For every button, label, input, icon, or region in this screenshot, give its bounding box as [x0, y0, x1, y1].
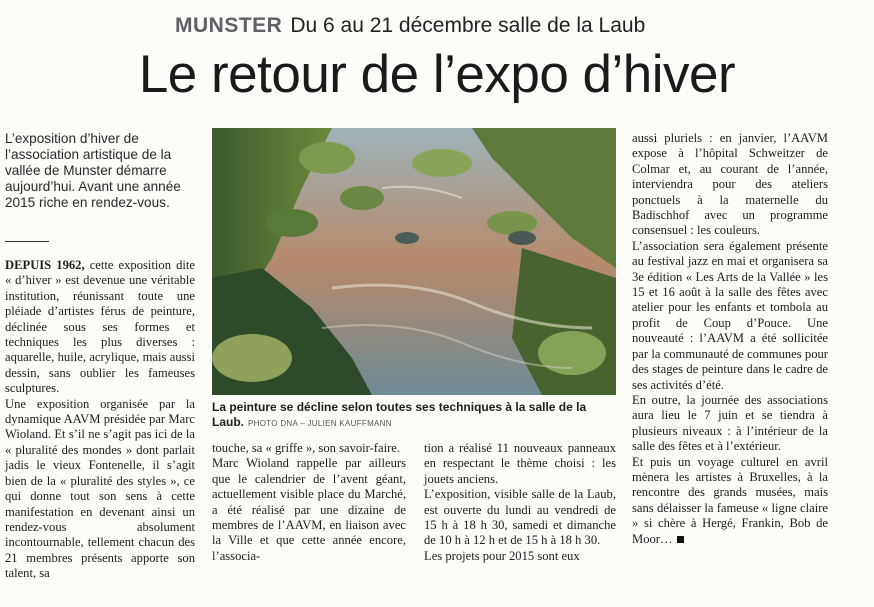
column-4-paragraph-2: L’association sera également présente au festival jazz en mai et organisera sa 3e édition « Les Arts de la Vallée » les 15 et 16 août à la salle des fêtes avec atelier pour les enfants et tombola au profit de Coup d’Pouce. Une nouveauté : l’AAVM a été sollicitée par la communauté de communes pour des stages de peinture dans le cadre de ses activités d’été.: [632, 238, 828, 392]
column-4-paragraph-1: aussi pluriels : en janvier, l’AAVM expose à l’hôpital Schweitzer de Colmar et, au courant de l’année, interviendra pour des ateliers ponctuels à la maternelle du Badischhof avec un programme consensuel : les couleurs.: [632, 131, 828, 238]
article-column-4: [632, 131, 828, 547]
watercolor-painting-photo: [212, 128, 616, 395]
column-3-paragraph-3: Les projets pour 2015 sont eux: [424, 548, 580, 563]
column-4-paragraph-4: [632, 455, 828, 547]
kicker-city: MUNSTER: [175, 14, 283, 37]
column-4-text-4: Et puis un voyage culturel en avril mènera les artistes à Bruxelles, à la rencontre des grands musées, mais sans délaisser la fameuse « ligne claire » si chère à Hergé, Frankin, Bob de Moor…: [632, 454, 828, 546]
article-column-3: [424, 441, 616, 564]
column-4-paragraph-3: En outre, la journée des associations aura lieu le 7 juin et se tiendra à plusieurs niveaux : à l’intérieur de la salle des fêtes et à l’extérieur.: [632, 392, 828, 454]
photo-caption: [212, 400, 616, 431]
lead-divider: [5, 241, 49, 242]
photo-credit: PHOTO DNA – JULIEN KAUFFMANN: [248, 418, 392, 428]
headline: Le retour de l’expo d’hiver: [138, 45, 736, 104]
end-of-article-mark: [677, 536, 684, 543]
caption-text: La peinture se décline selon toutes ses techniques à la salle de la Laub.: [212, 400, 587, 429]
column-1-paragraph-2: Une exposition organisée par la dynamique AAVM présidée par Marc Wioland. Et s’il ne s’agit pas ici de la « pluralité des mondes » dont parlait jadis le vieux Fontenelle, il s’agit bien de la « pluralité des styles », ce qui donne tout son sens à cette manifestation en devenant ainsi un rendez-vous absolument incontournable, tellement chacun des 21 membres présents apporte son talent, sa: [5, 396, 195, 581]
column-3-paragraph-2: L’exposition, visible salle de la Laub, est ouverte du lundi au vendredi de 15 h à 18 h 30, samedi et dimanche de 10 h à 12 h et de 15 h à 18 h 30.: [424, 487, 616, 548]
dropin-lead: DEPUIS 1962,: [5, 258, 85, 272]
column-1-text-1: cette exposition dite « d’hiver » est devenue une véritable institution, réunissant toute une pléiade d’artistes férus de peinture, déclinée sous ses formes et techniques les plus diverses : aquarelle, huile, acrylique, mais aussi dessin, sans oublier les fameuses sculptures.: [5, 258, 195, 396]
kicker-subtitle: Du 6 au 21 décembre salle de la Laub: [290, 14, 646, 37]
column-1-paragraph-1: [5, 258, 195, 397]
article-column-1: [5, 258, 195, 582]
painting-illustration: [212, 128, 616, 395]
column-2-paragraph-1: touche, sa « griffe », son savoir-faire.: [212, 441, 401, 455]
column-3-paragraph-1: tion a réalisé 11 nouveaux panneaux en respectant le thème choisi : les jouets anciens.: [424, 441, 616, 486]
column-2-paragraph-2: Marc Wioland rappelle par ailleurs que le calendrier de l’avent géant, actuellement visible place du Marché, a été réalisé par une dizaine de membres de l’AAVM, en liaison avec la Ville et que cette année encore, l’associa-: [212, 456, 406, 563]
lead-paragraph: L’exposition d’hiver de l’association artistique de la vallée de Munster démarre aujourd’hui. Avant une année 2015 riche en rendez-vous.: [5, 131, 181, 210]
kicker: [175, 14, 645, 38]
article-column-2: [212, 441, 406, 564]
